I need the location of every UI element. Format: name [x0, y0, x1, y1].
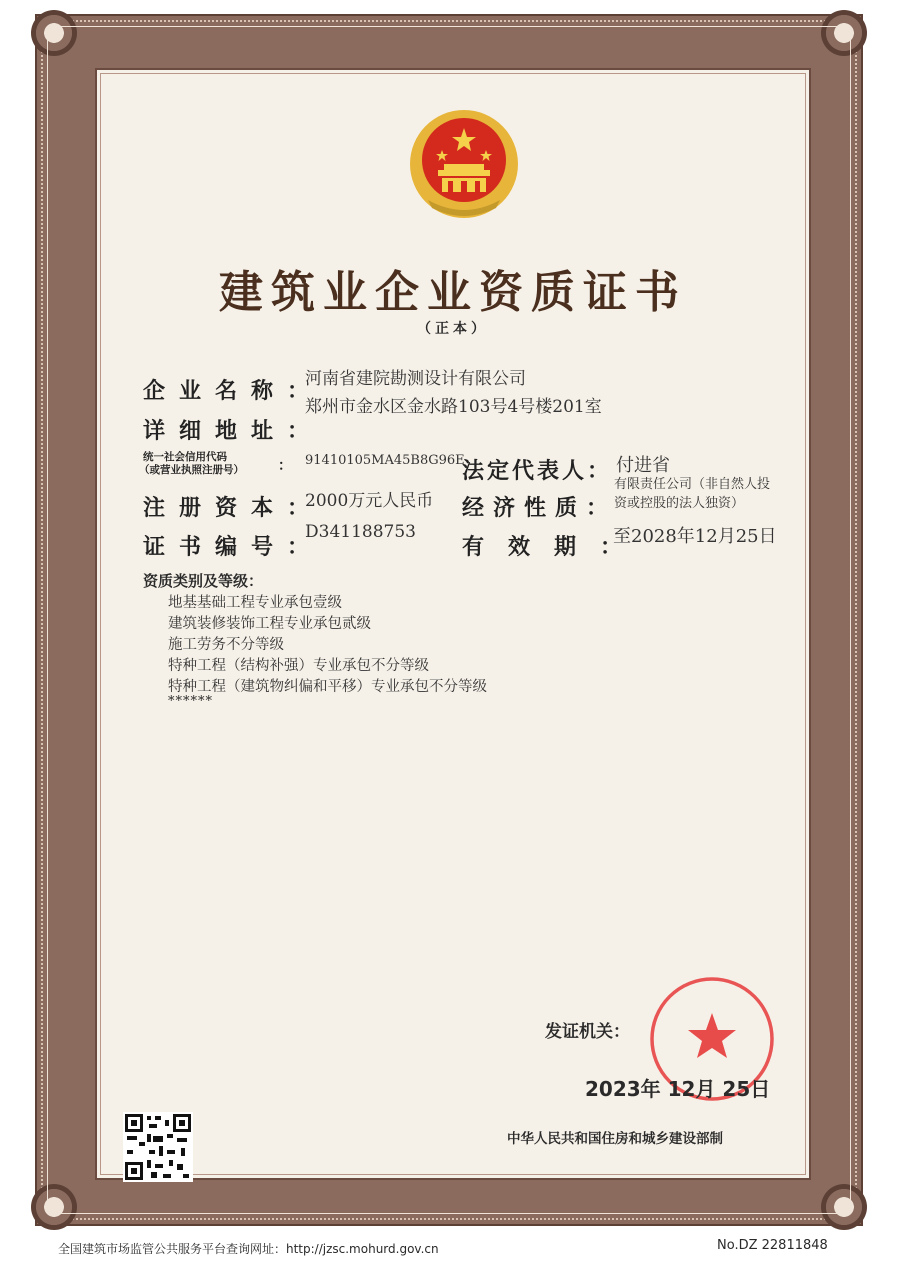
capital-label: 注册资本：: [143, 496, 324, 521]
corner-ornament: [31, 10, 77, 56]
ministry-label: 中华人民共和国住房和城乡建设部制: [507, 1131, 723, 1147]
nature-label: 经济性质：: [462, 496, 618, 521]
qualification-item: 特种工程（建筑物纠偏和平移）专业承包不分等级: [168, 679, 487, 695]
corner-ornament: [31, 1184, 77, 1230]
serial-number: No.DZ 22811848: [717, 1238, 828, 1253]
qualification-item: 施工劳务不分等级: [168, 637, 284, 653]
qualification-item: 地基基础工程专业承包壹级: [168, 595, 342, 611]
nature-value-line1: 有限责任公司（非自然人投: [614, 477, 771, 492]
legal-rep-value: 付进省: [616, 455, 670, 476]
qr-code-icon: [123, 1112, 193, 1182]
company-name-label: 企业名称：: [143, 379, 324, 404]
qualifications-end-mark: ******: [168, 694, 213, 709]
cert-no-label: 证书编号：: [143, 535, 324, 560]
nature-value-line2: 资或控股的法人独资）: [614, 496, 745, 511]
qualification-item: 建筑装修装饰工程专业承包贰级: [168, 616, 371, 632]
national-emblem-icon: [408, 108, 520, 220]
qualification-item: 特种工程（结构补强）专业承包不分等级: [168, 658, 429, 674]
legal-rep-label: 法定代表人：: [462, 459, 613, 484]
issue-date: 2023年 12月 25日: [585, 1077, 771, 1101]
address-value: 郑州市金水区金水路103号4号楼201室: [305, 397, 602, 417]
credit-code-value: 91410105MA45B8G96E: [305, 453, 465, 468]
issuer-label: 发证机关：: [545, 1022, 630, 1042]
validity-value: 至2028年12月25日: [613, 526, 777, 547]
corner-ornament: [821, 10, 867, 56]
company-name-value: 河南省建院勘测设计有限公司: [305, 369, 526, 389]
validity-label: 有效期：: [462, 535, 647, 560]
address-label: 详细地址：: [143, 419, 324, 444]
credit-code-colon: ：: [278, 458, 292, 474]
query-url-footer: 全国建筑市场监管公共服务平台查询网址：http://jzsc.mohurd.gov.cn: [58, 1242, 439, 1256]
corner-ornament: [821, 1184, 867, 1230]
certificate-subtitle: （正本）: [417, 321, 489, 337]
credit-code-label-alt: （或营业执照注册号）: [139, 464, 244, 476]
cert-no-value: D341188753: [305, 522, 416, 542]
certificate-title: 建筑业企业资质证书: [219, 267, 687, 318]
capital-value: 2000万元人民币: [305, 491, 434, 511]
qualifications-heading: 资质类别及等级：: [143, 572, 264, 590]
credit-code-label: 统一社会信用代码: [143, 451, 227, 463]
